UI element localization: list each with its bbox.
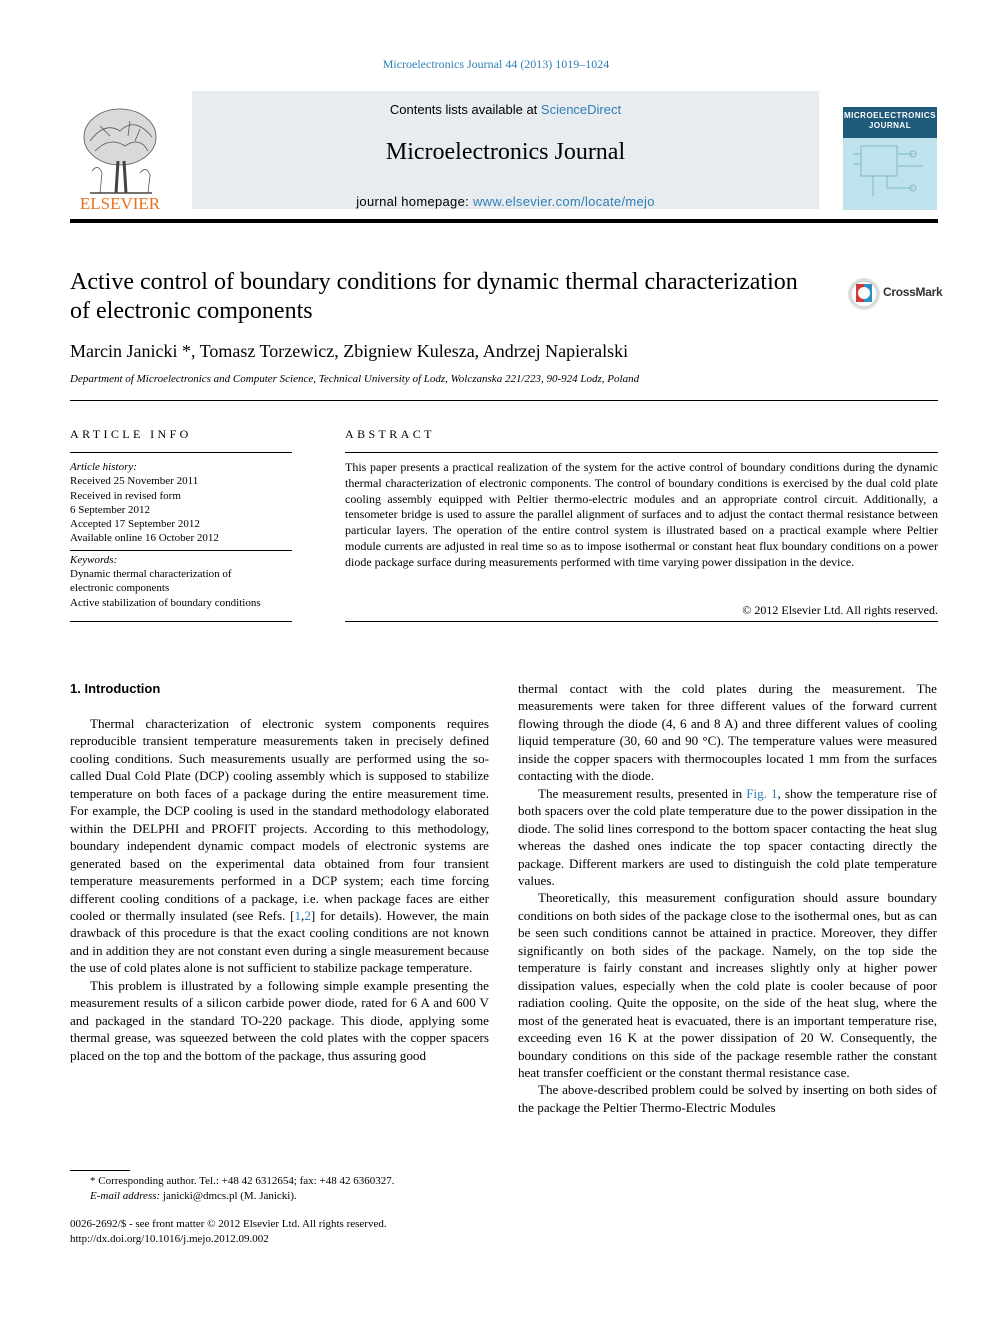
journal-cover-icon[interactable] <box>843 92 937 210</box>
keywords-label: Keywords: <box>70 553 118 566</box>
article-info-rule-bottom <box>70 621 292 622</box>
issn-line: 0026-2692/$ - see front matter © 2012 Elsevier Ltd. All rights reserved. <box>70 1218 387 1230</box>
elsevier-tree-logo-icon[interactable] <box>70 101 170 213</box>
paragraph-text: Thermal characterization of electronic system components requires reproducible transient temperature measurements taken in precisely defined cooling conditions. Such measurements usually are performed using the so-called Dual Cold Plate (DCP) cooling assembly which is supposed to stabilize temperature on both faces of a package during the entire measurement time. For example, the DCP cooling is used in the standard methodology elaborated within the DELPHI and PROFIT projects. According to this methodology, boundary independent dynamic compact models of electronic systems are generated based on the experimental data obtained from four transient temperature measurements performed in a DCP system; each time forcing different cooling conditions of a package, i.e. when package faces are either cooled or thermally insulated (see Refs. [ <box>70 716 489 923</box>
section-heading-introduction: 1. Introduction <box>70 681 161 696</box>
abstract-rule-top <box>345 452 938 453</box>
doi-link[interactable]: http://dx.doi.org/10.1016/j.mejo.2012.09.002 <box>70 1232 269 1245</box>
journal-homepage-line <box>192 194 819 209</box>
keyword-item: Dynamic thermal characterization of <box>70 568 232 581</box>
abstract-heading: ABSTRACT <box>345 427 435 441</box>
email-address[interactable]: janicki@dmcs.pl (M. Janicki). <box>162 1189 297 1202</box>
article-info-block <box>70 460 300 610</box>
paragraph <box>518 785 937 890</box>
cover-circuit-pattern <box>843 136 937 210</box>
contents-available-line <box>192 102 819 117</box>
abstract-rule-bottom <box>345 621 938 622</box>
elsevier-wordmark: ELSEVIER <box>79 194 161 213</box>
corresponding-author-note: * Corresponding author. Tel.: +48 42 6312654; fax: +48 42 6360327. <box>90 1175 395 1187</box>
email-label: E-mail address: <box>90 1189 163 1202</box>
cover-title-line2: JOURNAL <box>868 121 912 130</box>
paragraph: The above-described problem could be solved by inserting on both sides of the package the Peltier Thermo-Electric Modules <box>518 1082 937 1115</box>
history-item: Accepted 17 September 2012 <box>70 518 200 531</box>
history-item: Received in revised form <box>70 489 181 502</box>
affiliation-rule <box>70 400 938 401</box>
paragraph-text: , show the temperature rise of both spacers over the cold plate temperature due to the power dissipation in the diode. The solid lines correspond to the bottom spacer contacting the heat slug whereas the dashed ones indicate the top spacer contacting directly the package. Different markers are used to distinguish the cold plate temperature values. <box>518 785 938 888</box>
footnote-rule <box>70 1170 130 1171</box>
cover-title-line1: MICROELECTRONICS <box>844 111 936 120</box>
reference-link[interactable]: 1 <box>294 907 302 923</box>
paragraph: This problem is illustrated by a following simple example presenting the measurement results of a silicon carbide power diode, rated for 6 A and 600 V and packaged in the standard TO-220 package. This diode, applying some thermal grease, was squeezed between the cold plates with the copper spacers placed on the top and the bottom of the package, thus assuring good <box>70 977 489 1063</box>
email-line <box>70 1189 510 1204</box>
journal-citation[interactable]: Microelectronics Journal 44 (2013) 1019–1024 <box>382 57 610 71</box>
paragraph <box>70 715 489 977</box>
article-info-heading: ARTICLE INFO <box>70 427 192 441</box>
history-item: Available online 16 October 2012 <box>70 532 219 545</box>
history-item: Received 25 November 2011 <box>70 475 199 488</box>
author-affiliation: Department of Microelectronics and Computer Science, Technical University of Lodz, Wolczanska 221/223, 90-924 Lodz, Poland <box>70 373 640 385</box>
abstract-copyright: © 2012 Elsevier Ltd. All rights reserved. <box>742 603 938 617</box>
reference-separator: , <box>301 907 305 923</box>
footnote <box>70 1174 510 1203</box>
article-info-rule-mid <box>70 550 292 551</box>
header-rule <box>70 219 938 223</box>
cover-title-band <box>843 107 937 138</box>
sciencedirect-link[interactable]: ScienceDirect <box>540 102 622 117</box>
journal-name: Microelectronics Journal <box>385 139 626 165</box>
article-title: Active control of boundary conditions for dynamic thermal characterization of electronic components <box>70 269 798 324</box>
paragraph: thermal contact with the cold plates during the measurement. The measurements were taken for three different values of the forward current flowing through the diode (4, 6 and 8 A) and three different values of cooling liquid temperature (30, 60 and 90 °C). The temperature values were measured inside the copper spacers with thermocouples located 1 mm from the surfaces contacting with the diode. <box>518 681 937 784</box>
homepage-link[interactable]: www.elsevier.com/locate/mejo <box>472 194 655 209</box>
reference-link[interactable]: 2 <box>304 907 311 923</box>
history-item: 6 September 2012 <box>70 503 151 516</box>
paragraph-text: The measurement results, presented in <box>538 785 747 801</box>
cover-top-strip <box>843 92 937 107</box>
keyword-item: Active stabilization of boundary conditions <box>70 596 261 609</box>
figure-link[interactable]: Fig. 1 <box>746 785 778 801</box>
keyword-item: electronic components <box>70 582 170 595</box>
contents-prefix: Contents lists available at <box>389 102 541 117</box>
body-column-right <box>518 680 937 1116</box>
publication-info <box>70 1217 510 1246</box>
homepage-prefix: journal homepage: <box>356 194 473 209</box>
paragraph-text: ] for details). However, the main drawback of this procedure is that the exact cooling conditions are not known and in addition they are not constant even during a single measurement because the use of cold plates alone is not sufficient to stabilize package temperature. <box>70 907 489 976</box>
abstract-text: This paper presents a practical realization of the system for the active control of boundary conditions during the dynamic thermal characterization of electronic components. The control of boundary conditions is exercised by the dual cold plate cooling assembly equipped with Peltier thermo-electric modules and an appropriate control circuit. Additionally, a tensometer bridge is used to assure the parallel alignment of surfaces and to adjust the contact thermal resistance between particular layers. The operation of the entire control system is illustrated based on a practical example where Peltier module currents are adjusted in real time so as to impose isothermal or constant heat flux boundary conditions on a power diode package surface during measurements performed with time varying power dissipation in the device. <box>345 460 938 569</box>
crossmark-label[interactable]: CrossMark <box>883 285 943 299</box>
body-column-left <box>70 715 489 1064</box>
article-authors: Marcin Janicki *, Tomasz Torzewicz, Zbigniew Kulesza, Andrzej Napieralski <box>70 341 629 361</box>
paragraph: Theoretically, this measurement configuration should assure boundary conditions on both sides of the package close to the isothermal ones, but as can be seen such conditions cannot be attained in practice. Moreover, they differ significantly on both sides of the package. Namely, on the top side the temperature is fairly constant and increases slightly only at higher power dissipation values, especially when the cold plate is cooler because of poor radiation cooling. Quite the opposite, on the side of the heat slug, where the most of the generated heat is evacuated, there is an important temperature rise, exceeding even 16 K at the power dissipation of 20 W. Consequently, the boundary conditions on this side of the package resemble rather the constant heat transfer coefficient or the constant thermal resistance case. <box>518 890 937 1080</box>
article-info-rule-top <box>70 452 292 453</box>
history-label: Article history: <box>70 461 137 473</box>
